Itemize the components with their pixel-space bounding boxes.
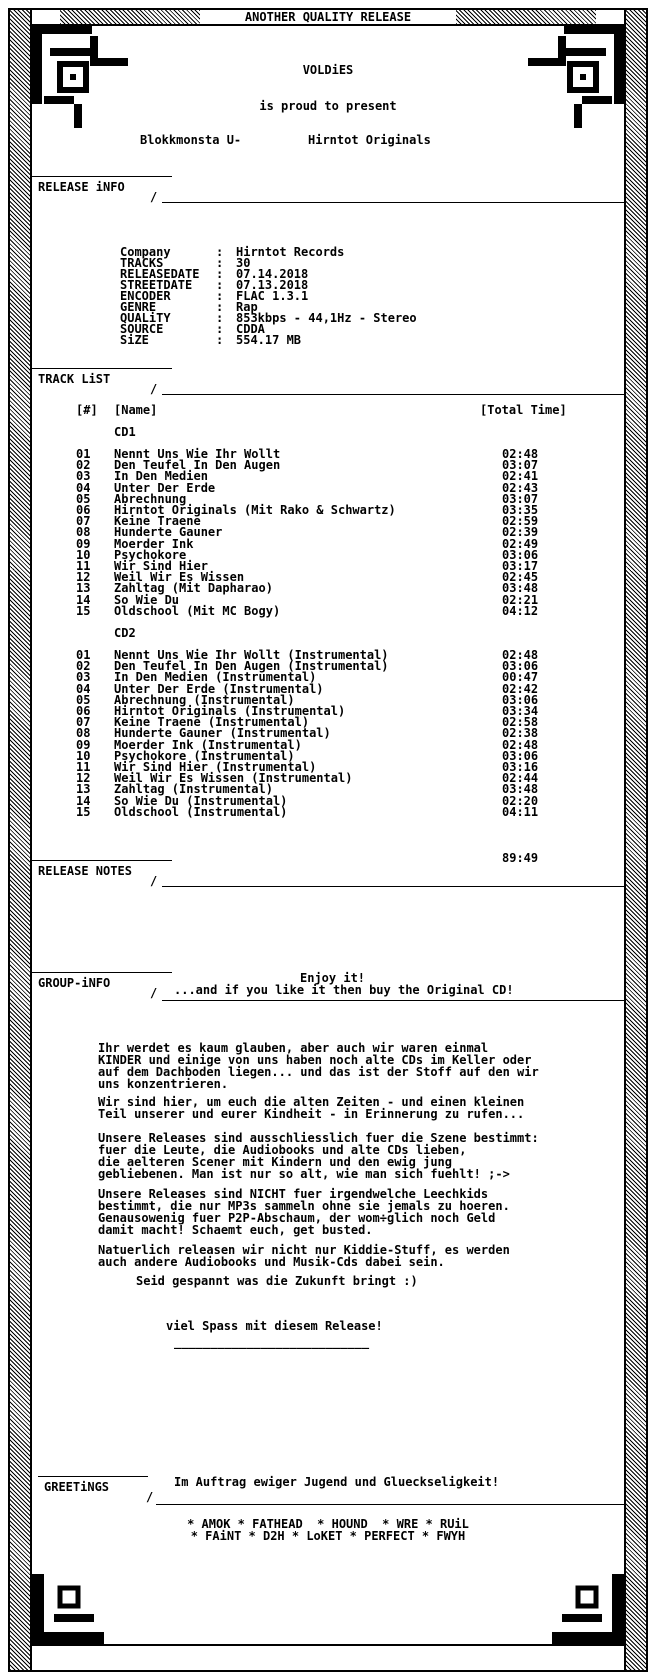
section-label: RELEASE NOTES xyxy=(32,860,172,878)
track-number: 09 xyxy=(76,536,91,551)
track-number: 02 xyxy=(76,659,91,674)
section-group-info: GROUP-iNFO / xyxy=(32,972,624,1002)
track-duration: 03:48 xyxy=(502,581,539,596)
track-title: Nennt Uns Wie Ihr Wollt xyxy=(114,447,281,461)
info-value: CDDA xyxy=(236,322,265,336)
info-value: Hirntot Records xyxy=(236,245,345,259)
track-number: 06 xyxy=(76,704,91,718)
section-release-notes: RELEASE NOTES / xyxy=(32,860,624,890)
cd1-label: CD1 xyxy=(114,425,136,439)
track-duration: 02:49 xyxy=(502,536,539,551)
banner-title: ANOTHER QUALITY RELEASE xyxy=(241,11,415,24)
track-title: Oldschool (Mit MC Bogy) xyxy=(114,603,281,618)
track-duration: 02:38 xyxy=(502,726,539,741)
track-number: 05 xyxy=(76,491,91,506)
track-duration: 03:17 xyxy=(502,559,539,573)
info-row-genre: GENRE : Rap xyxy=(120,300,258,314)
left-hatch-border xyxy=(10,10,32,1670)
track-title: Abrechnung xyxy=(114,491,187,506)
track-title: Hunderte Gauner xyxy=(114,525,223,540)
group-paragraph: Unsere Releases sind NICHT fuer irgendwelche Leechkids bestimmt, die nur MP3s sammeln ohne sie jemals zu hoeren. Genausowenig fuer P2P-Abschaum, der wom÷glich noch Geld damit macht! Schaemt euch, get busted. xyxy=(98,1187,510,1237)
track-number: 07 xyxy=(76,715,91,730)
track-title: Oldschool (Instrumental) xyxy=(114,804,288,819)
proud-line: is proud to present xyxy=(259,99,397,113)
info-key: STREETDATE xyxy=(120,278,193,292)
track-duration: 03:48 xyxy=(502,782,539,797)
track-title: Wir Sind Hier xyxy=(114,559,208,573)
section-release-info: RELEASE iNFO / xyxy=(32,176,624,206)
section-track-list: TRACK LiST / xyxy=(32,368,624,398)
buy-original-text: ...and if you like it then buy the Original CD! xyxy=(174,983,514,997)
info-row-streetdate: STREETDATE : 07.13.2018 xyxy=(120,278,309,292)
track-title: Hirntot Originals (Instrumental) xyxy=(114,704,346,718)
nfo-document xyxy=(8,8,648,1672)
track-duration: 02:21 xyxy=(502,592,539,607)
track-duration: 02:39 xyxy=(502,525,539,540)
track-duration: 02:48 xyxy=(502,737,539,752)
group-name: VOLDiES xyxy=(302,63,354,77)
track-title: Den Teufel In Den Augen (Instrumental) xyxy=(114,659,389,674)
track-duration: 03:07 xyxy=(502,458,539,473)
info-value: 853kbps - 44,1Hz - Stereo xyxy=(236,311,417,325)
track-duration: 03:06 xyxy=(502,748,539,763)
group-paragraph: Ihr werdet es kaum glauben, aber auch wir waren einmal KINDER und einige von uns haben noch alte CDs im Keller oder auf dem Dachboden liegen... und das ist der Stoff auf den wir uns konzentrieren. xyxy=(98,1041,539,1091)
track-title: In Den Medien (Instrumental) xyxy=(114,670,317,685)
info-key: SOURCE xyxy=(120,322,164,336)
right-hatch-border xyxy=(624,10,646,1670)
info-value: 07.13.2018 xyxy=(236,278,309,292)
track-number: 14 xyxy=(76,793,91,808)
track-number: 07 xyxy=(76,514,91,529)
section-label: GREETiNGS xyxy=(38,1476,148,1494)
artist-name: Blokkmonsta U- xyxy=(140,133,242,147)
info-row-quality: QUALiTY : 853kbps - 44,1Hz - Stereo xyxy=(120,311,417,325)
section-greetings: GREETiNGS / xyxy=(38,1476,624,1506)
track-duration: 02:43 xyxy=(502,480,539,495)
group-paragraph: Natuerlich releasen wir nicht nur Kiddie-Stuff, es werden auch andere Audiobooks und Musik-Cds dabei sein. xyxy=(98,1243,510,1269)
track-duration: 02:41 xyxy=(502,469,539,484)
track-col-num: [#] xyxy=(76,403,98,417)
track-number: 12 xyxy=(76,570,91,585)
track-title: Abrechnung (Instrumental) xyxy=(114,692,295,707)
group-paragraph: Unsere Releases sind ausschliesslich fuer die Szene bestimmt: fuer die Leute, die Audiobooks und alte CDs lieben, die aelteren Scener mit Kindern und den ewig jung gebliebenen. Man ist nur so alt, wie man sich fuehlt! ;-> xyxy=(98,1131,539,1181)
track-number: 11 xyxy=(76,559,91,573)
track-title: Hirntot Originals (Mit Rako & Schwartz) xyxy=(114,503,396,517)
track-duration: 04:12 xyxy=(502,603,539,618)
info-row-source: SOURCE : CDDA xyxy=(120,322,265,336)
enjoy-text: Enjoy it! xyxy=(300,971,366,985)
track-title: Unter Der Erde xyxy=(114,480,216,495)
info-key: RELEASEDATE xyxy=(120,267,200,281)
track-duration: 02:44 xyxy=(502,771,539,786)
track-number: 01 xyxy=(76,648,91,662)
track-duration: 02:48 xyxy=(502,447,539,461)
track-title: Keine Traene (Instrumental) xyxy=(114,715,310,730)
ornament-corner-icon xyxy=(516,24,626,134)
track-title: Keine Traene xyxy=(114,514,201,529)
track-title: Den Teufel In Den Augen xyxy=(114,458,281,473)
cd2-label: CD2 xyxy=(114,626,136,640)
track-duration: 03:35 xyxy=(502,503,539,517)
track-number: 03 xyxy=(76,670,91,685)
info-key: QUALiTY xyxy=(120,311,171,325)
track-number: 08 xyxy=(76,525,91,540)
track-number: 15 xyxy=(76,603,91,618)
info-row-releasedate: RELEASEDATE : 07.14.2018 xyxy=(120,267,309,281)
track-number: 12 xyxy=(76,771,91,786)
greets-line-2: * FAiNT * D2H * LoKET * PERFECT * FWYH xyxy=(190,1529,466,1543)
total-time: 89:49 xyxy=(502,851,539,865)
future-text: Seid gespannt was die Zukunft bringt :) xyxy=(136,1274,418,1288)
track-title: So Wie Du xyxy=(114,592,180,607)
track-title: Moerder Ink (Instrumental) xyxy=(114,737,302,752)
track-duration: 03:07 xyxy=(502,491,539,506)
track-duration: 00:47 xyxy=(502,670,539,685)
track-title: So Wie Du (Instrumental) xyxy=(114,793,288,808)
track-col-name: [Name] xyxy=(114,403,158,417)
track-title: Psychokore xyxy=(114,547,187,562)
divider-line: ___________________________ xyxy=(174,1335,370,1349)
info-value: FLAC 1.3.1 xyxy=(236,289,309,303)
ornament-corner-icon xyxy=(536,1574,626,1644)
track-number: 04 xyxy=(76,681,91,696)
track-duration: 03:34 xyxy=(502,704,539,718)
track-duration: 02:58 xyxy=(502,715,539,730)
track-title: In Den Medien xyxy=(114,469,208,484)
info-key: SiZE xyxy=(120,333,149,347)
track-number: 14 xyxy=(76,592,91,607)
section-label: GROUP-iNFO xyxy=(32,972,172,990)
track-title: Zahltag (Mit Dapharao) xyxy=(114,581,273,596)
ornament-corner-icon xyxy=(30,1574,120,1644)
track-title: Moerder Ink xyxy=(114,536,194,551)
track-number: 13 xyxy=(76,581,91,596)
greets-line-1: * AMOK * FATHEAD * HOUND * WRE * RUiL xyxy=(187,1517,469,1531)
track-title: Wir Sind Hier (Instrumental) xyxy=(114,760,317,774)
section-label: RELEASE iNFO xyxy=(32,176,172,194)
greeting-motto: Im Auftrag ewiger Jugend und Glueckseligkeit! xyxy=(174,1475,500,1489)
section-label: TRACK LiST xyxy=(32,368,172,386)
track-number: 08 xyxy=(76,726,91,741)
track-number: 06 xyxy=(76,503,91,517)
info-value: 554.17 MB xyxy=(236,333,302,347)
track-number: 10 xyxy=(76,547,91,562)
track-title: Weil Wir Es Wissen xyxy=(114,570,245,585)
info-value: 07.14.2018 xyxy=(236,267,309,281)
ornament-corner-icon xyxy=(30,24,140,134)
track-number: 11 xyxy=(76,760,91,774)
track-number: 09 xyxy=(76,737,91,752)
album-title: Hirntot Originals xyxy=(308,133,431,147)
track-number: 13 xyxy=(76,782,91,797)
track-duration: 02:42 xyxy=(502,681,539,696)
info-row-company: Company : Hirntot Records xyxy=(120,245,345,259)
track-number: 03 xyxy=(76,469,91,484)
track-number: 15 xyxy=(76,804,91,819)
info-row-tracks: TRACKS : 30 xyxy=(120,256,251,270)
info-row-encoder: ENCODER : FLAC 1.3.1 xyxy=(120,289,309,303)
info-key: GENRE xyxy=(120,300,157,314)
track-number: 02 xyxy=(76,458,91,473)
track-duration: 04:11 xyxy=(502,804,539,819)
info-row-size: SiZE : 554.17 MB xyxy=(120,333,302,347)
info-key: ENCODER xyxy=(120,289,171,303)
info-key: TRACKS xyxy=(120,256,164,270)
group-paragraph: Wir sind hier, um euch die alten Zeiten - und einen kleinen Teil unserer und eurer Kindheit - in Erinnerung zu rufen... xyxy=(98,1095,525,1121)
info-value: 30 xyxy=(236,256,251,270)
track-title: Zahltag (Instrumental) xyxy=(114,782,273,797)
track-duration: 02:59 xyxy=(502,514,539,529)
track-title: Nennt Uns Wie Ihr Wollt (Instrumental) xyxy=(114,648,389,662)
info-value: Rap xyxy=(236,300,258,314)
track-title: Weil Wir Es Wissen (Instrumental) xyxy=(114,771,353,786)
track-duration: 03:06 xyxy=(502,692,539,707)
track-title: Hunderte Gauner (Instrumental) xyxy=(114,726,331,741)
track-number: 05 xyxy=(76,692,91,707)
track-title: Psychokore (Instrumental) xyxy=(114,748,295,763)
track-number: 10 xyxy=(76,748,91,763)
track-col-time: [Total Time] xyxy=(480,403,567,417)
info-key: Company xyxy=(120,245,171,259)
track-duration: 03:16 xyxy=(502,760,539,774)
track-duration: 02:48 xyxy=(502,648,539,662)
track-duration: 03:06 xyxy=(502,547,539,562)
track-duration: 03:06 xyxy=(502,659,539,674)
track-duration: 02:45 xyxy=(502,570,539,585)
spass-text: viel Spass mit diesem Release! xyxy=(166,1319,383,1333)
track-number: 01 xyxy=(76,447,91,461)
track-duration: 02:20 xyxy=(502,793,539,808)
track-title: Unter Der Erde (Instrumental) xyxy=(114,681,324,696)
bottom-bar xyxy=(30,1644,626,1670)
track-number: 04 xyxy=(76,480,91,495)
